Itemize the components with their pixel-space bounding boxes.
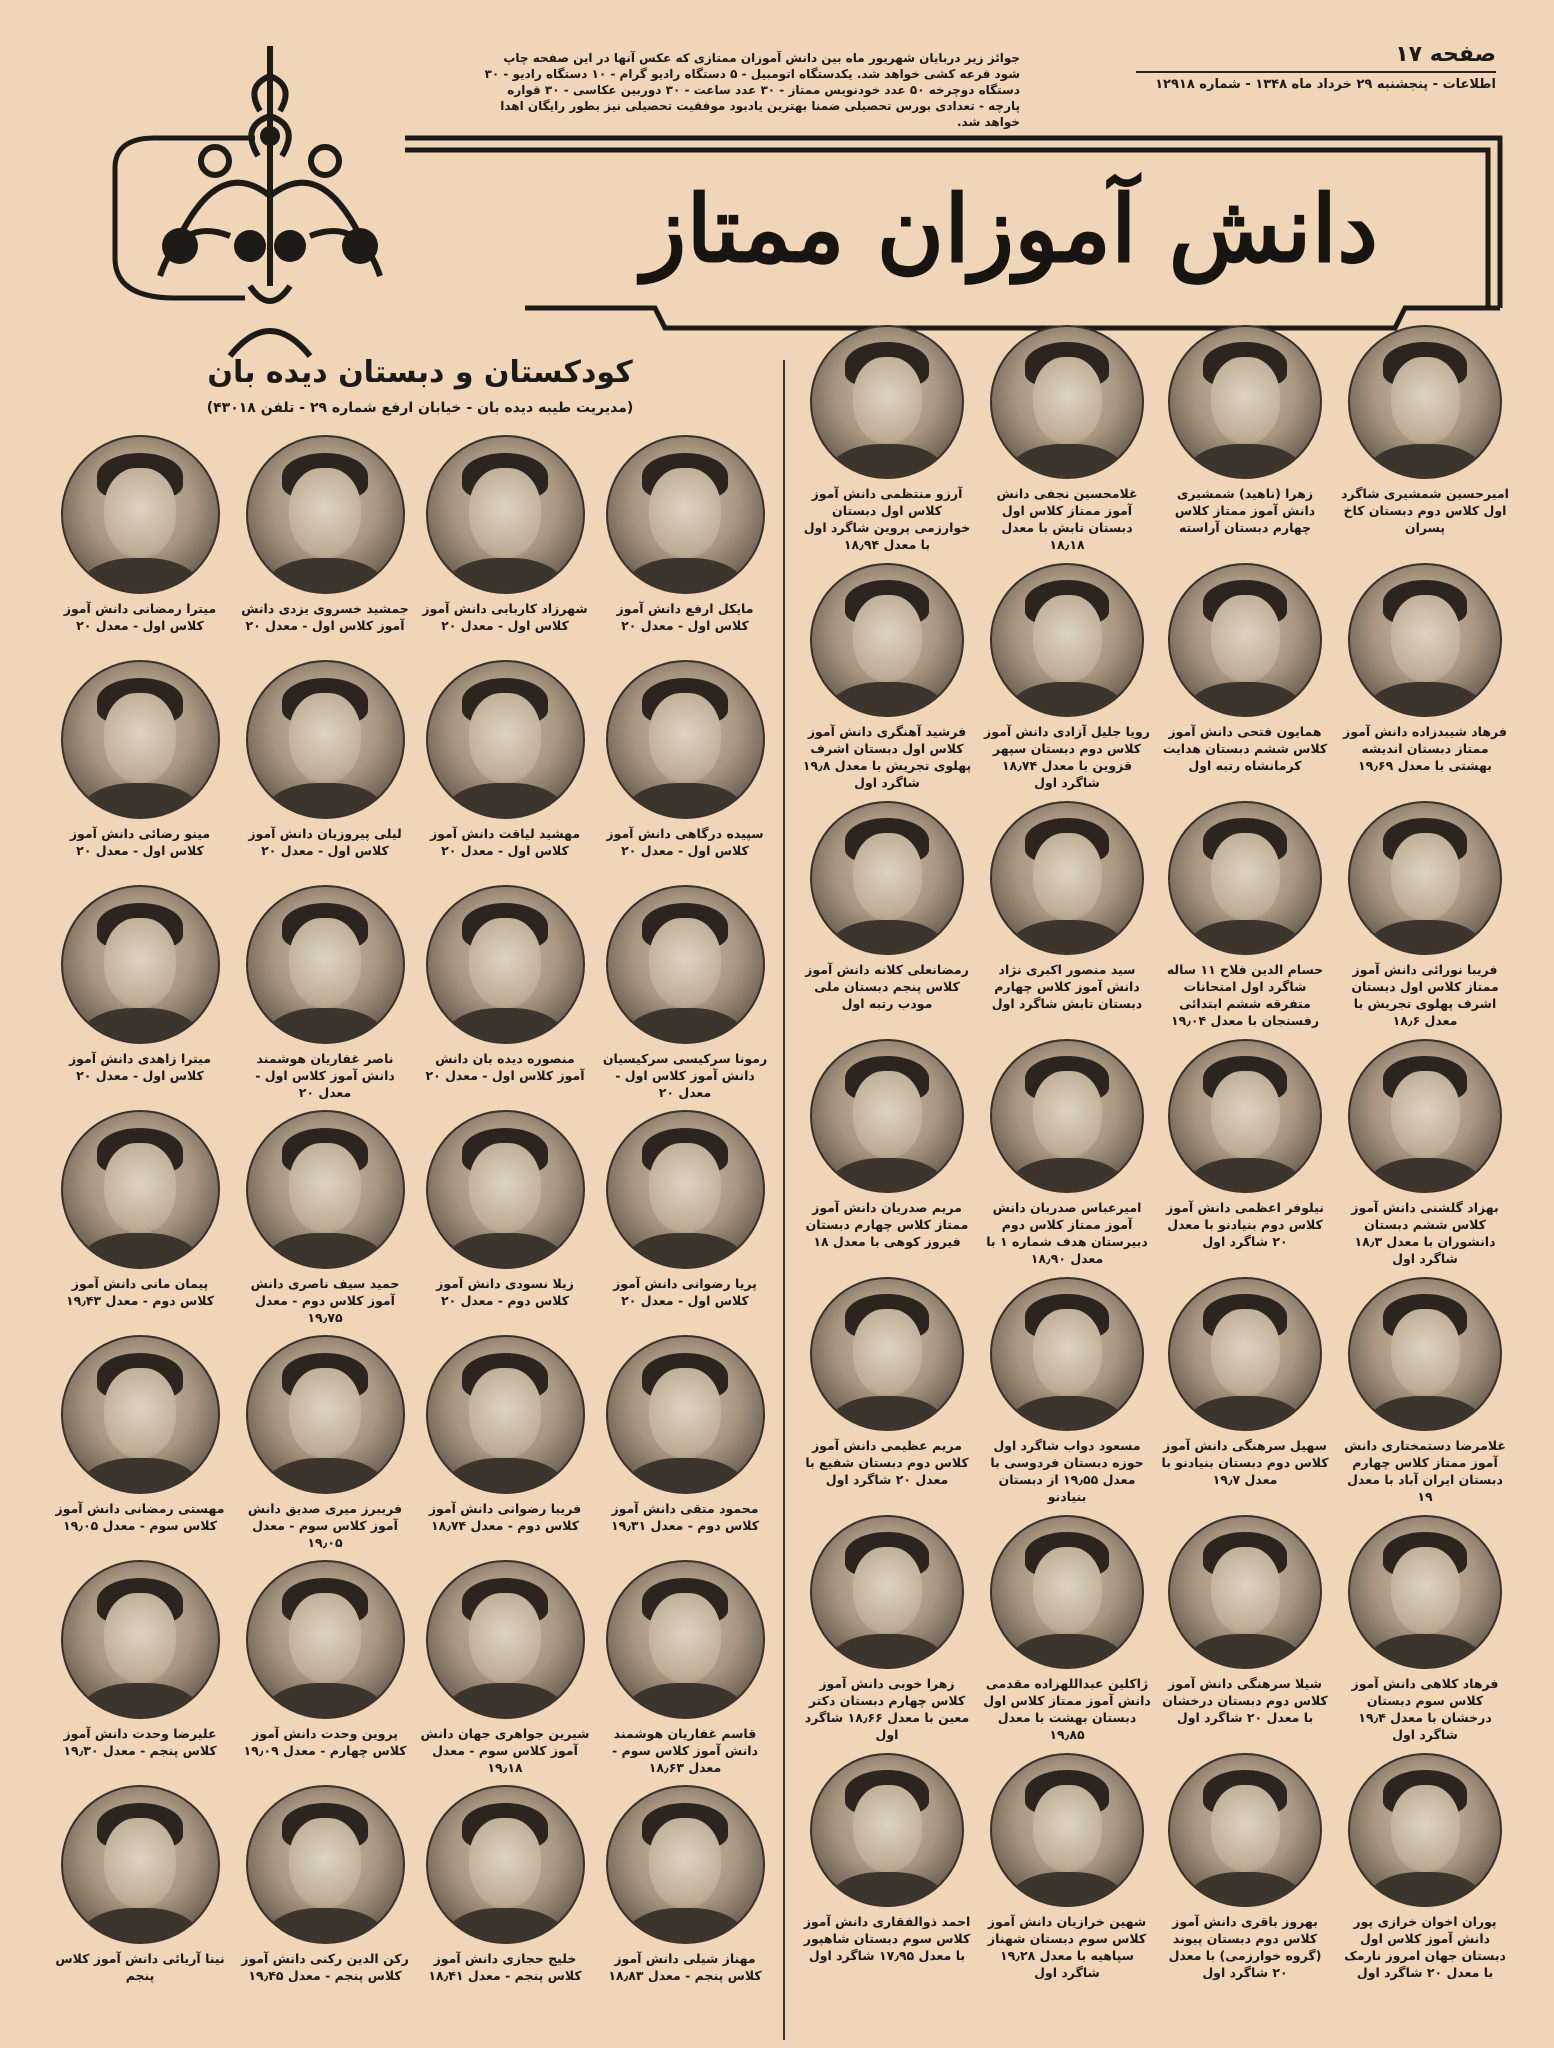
student-caption: میترا رمضانی دانش آموز کلاس اول - معدل ۲۰	[63, 601, 217, 633]
student-card	[1340, 563, 1510, 774]
portrait-face	[853, 1071, 922, 1158]
portrait-body	[830, 444, 944, 479]
portrait-body	[81, 1458, 199, 1494]
student-photo	[990, 1277, 1144, 1431]
student-photo	[426, 660, 585, 819]
student-photo	[246, 1335, 405, 1494]
student-caption: ناصر غفاریان هوشمند دانش آموز کلاس اول - معدل ۲۰	[255, 1051, 395, 1100]
portrait-body	[1368, 1634, 1482, 1669]
student-photo	[1348, 1515, 1502, 1669]
portrait-body	[1188, 1872, 1302, 1907]
student-photo	[1168, 325, 1322, 479]
student-card	[982, 325, 1152, 553]
student-card	[600, 435, 770, 634]
student-card	[982, 1515, 1152, 1743]
student-card	[420, 1785, 590, 1984]
school-address: (مدیریت طیبه دیده بان - خیابان ارفع شماره ۲۹ - تلفن ۴۳۰۱۸)	[206, 400, 634, 416]
portrait-face	[1033, 833, 1102, 920]
portrait-body	[1188, 1634, 1302, 1669]
student-caption: حسام الدین فلاح ۱۱ ساله شاگرد اول امتحانات متفرقه ششم ابتدائی رفسنجان با معدل ۱۹٫۰۴	[1166, 962, 1324, 1028]
student-photo	[606, 885, 765, 1044]
student-photo	[606, 1785, 765, 1944]
portrait-face	[1033, 1309, 1102, 1396]
student-caption: امیرحسین شمشیری شاگرد اول کلاس دوم دبستان کاخ پسران	[1341, 486, 1509, 535]
student-photo	[990, 1515, 1144, 1669]
banner	[105, 128, 1510, 356]
portrait-body	[446, 783, 564, 819]
portrait-face	[469, 918, 540, 1008]
student-card	[1340, 1277, 1510, 1505]
student-card	[420, 1110, 590, 1309]
student-card	[240, 660, 410, 859]
student-photo	[1168, 563, 1322, 717]
student-card	[802, 1277, 972, 1488]
student-photo	[606, 660, 765, 819]
student-card	[600, 660, 770, 859]
student-card	[982, 1277, 1152, 1505]
portrait-body	[81, 1233, 199, 1269]
student-photo	[246, 1785, 405, 1944]
student-card	[1160, 1277, 1330, 1488]
student-card	[1340, 1753, 1510, 1981]
student-caption: شیرین جواهری جهان دانش آموز کلاس سوم - معدل ۱۹٫۱۸	[420, 1726, 590, 1775]
student-photo	[810, 1753, 964, 1907]
student-caption: سهیل سرهنگی دانش آموز کلاس دوم دبستان بنیادنو با معدل ۱۹٫۷	[1161, 1438, 1329, 1487]
student-photo	[1168, 1515, 1322, 1669]
portrait-face	[1211, 833, 1280, 920]
portrait-body	[1010, 1634, 1124, 1669]
student-card	[600, 1335, 770, 1534]
student-card	[55, 885, 225, 1084]
portrait-face	[853, 357, 922, 444]
student-caption: پوران اخوان خرازی پور دانش آموز کلاس اول دبستان جهان امروز نارمک با معدل ۲۰ شاگرد اول	[1344, 1914, 1506, 1980]
portrait-body	[1368, 1872, 1482, 1907]
portrait-body	[446, 1908, 564, 1944]
student-caption: فریبرز میری صدیق دانش آموز کلاس سوم - معدل ۱۹٫۰۵	[247, 1501, 403, 1550]
portrait-body	[626, 1008, 744, 1044]
student-caption: مهشید لیاقت دانش آموز کلاس اول - معدل ۲۰	[429, 826, 581, 858]
portrait-face	[104, 1818, 175, 1908]
portrait-face	[289, 918, 360, 1008]
student-photo	[810, 1039, 964, 1193]
portrait-body	[1010, 1872, 1124, 1907]
student-photo	[61, 1785, 220, 1944]
student-caption: مریم عظیمی دانش آموز کلاس دوم دبستان شفیع با معدل ۲۰ شاگرد اول	[805, 1438, 969, 1487]
portrait-face	[289, 1143, 360, 1233]
student-caption: علیرضا وحدت دانش آموز کلاس پنجم - معدل ۱۹٫۳۰	[63, 1726, 217, 1758]
portrait-face	[1391, 595, 1460, 682]
student-photo	[606, 1335, 765, 1494]
student-photo	[990, 801, 1144, 955]
prizes-notice: جوائز زیر دربایان شهریور ماه بین دانش آموزان ممتازی که عکس آنها در این صفحه چاپ شود قرعه کشی خواهد شد. یکدستگاه اتومبیل - ۵ دستگاه رادیو گرام - ۱۰ دستگاه رادیو - ۳۰ دستگاه دوچرخه ۵۰ عدد خودنویس ممتاز - ۳۰ عدد ساعت - ۳۰ دوربین عکاسی - ۳۰ قواره پارچه - تعدادی بورس تحصیلی ضمنا بهترین یادبود موفقیت تحصیلی نیز بطور رایگان اهدا خواهد شد.	[484, 51, 1020, 129]
student-card	[1340, 801, 1510, 1029]
student-photo	[246, 435, 405, 594]
student-card	[600, 885, 770, 1101]
portrait-body	[446, 558, 564, 594]
student-caption: مهناز شیلی دانش آموز کلاس پنجم - معدل ۱۸٫۸۳	[608, 1951, 762, 1983]
portrait-body	[1368, 920, 1482, 955]
portrait-face	[649, 1368, 720, 1458]
student-caption: سید منصور اکبری نژاد دانش آموز کلاس چهارم دبستان تابش شاگرد اول	[991, 962, 1143, 1011]
student-caption: امیرعباس صدریان دانش آموز ممتاز کلاس دوم دبیرستان هدف شماره ۱ با معدل ۱۸٫۹۰	[986, 1200, 1148, 1266]
student-photo	[246, 885, 405, 1044]
portrait-body	[266, 783, 384, 819]
student-card	[1160, 325, 1330, 536]
portrait-body	[446, 1458, 564, 1494]
student-card	[1160, 563, 1330, 774]
portrait-face	[104, 1143, 175, 1233]
portrait-body	[1188, 682, 1302, 717]
student-photo	[426, 885, 585, 1044]
portrait-body	[1188, 920, 1302, 955]
portrait-face	[1033, 357, 1102, 444]
page-number: صفحه ۱۷	[1395, 42, 1496, 67]
portrait-body	[81, 1683, 199, 1719]
portrait-body	[1010, 920, 1124, 955]
student-photo	[810, 1277, 964, 1431]
portrait-body	[1188, 1158, 1302, 1193]
portrait-face	[853, 1309, 922, 1396]
student-photo	[1348, 1277, 1502, 1431]
portrait-body	[81, 1008, 199, 1044]
student-card	[420, 435, 590, 634]
portrait-face	[469, 1593, 540, 1683]
portrait-face	[469, 468, 540, 558]
banner-title: دانش آموزان ممتاز	[641, 175, 1379, 283]
portrait-face	[469, 1143, 540, 1233]
student-photo	[61, 1335, 220, 1494]
portrait-face	[104, 693, 175, 783]
student-card	[420, 660, 590, 859]
student-caption: ژاکلین عبداللهزاده مقدمی دانش آموز ممتاز کلاس اول دبستان بهشت با معدل ۱۹٫۸۵	[983, 1676, 1151, 1742]
student-card	[600, 1110, 770, 1309]
portrait-face	[649, 693, 720, 783]
student-card	[420, 1560, 590, 1776]
student-caption: مهستی رمضانی دانش آموز کلاس سوم - معدل ۱۹٫۰۵	[55, 1501, 225, 1533]
portrait-body	[1010, 1396, 1124, 1431]
student-caption: فرشید آهنگری دانش آموز کلاس اول دبستان اشرف پهلوی تجریش با معدل ۱۹٫۸ شاگرد اول	[802, 724, 972, 790]
portrait-body	[626, 1908, 744, 1944]
portrait-body	[1188, 1396, 1302, 1431]
student-caption: خلیج حجازی دانش آموز کلاس پنجم - معدل ۱۸٫۴۱	[428, 1951, 582, 1983]
student-caption: رویا جلیل آزادی دانش آموز کلاس دوم دبستان سپهر قزوین با معدل ۱۸٫۷۴ شاگرد اول	[984, 724, 1150, 790]
student-photo	[426, 435, 585, 594]
portrait-body	[830, 1158, 944, 1193]
student-card	[802, 801, 972, 1012]
student-photo	[1168, 801, 1322, 955]
portrait-body	[626, 1683, 744, 1719]
student-caption: آرزو منتظمی دانش آموز کلاس اول دبستان خوارزمی پروین شاگرد اول با معدل ۱۸٫۹۴	[803, 486, 971, 552]
portrait-face	[1391, 357, 1460, 444]
student-card	[982, 1039, 1152, 1267]
student-caption: غلامرضا دستمختاری دانش آموز ممتاز کلاس چهارم دبستان ایران آباد با معدل ۱۹	[1344, 1438, 1506, 1504]
student-caption: رکن الدین رکنی دانش آموز کلاس پنجم - معدل ۱۹٫۴۵	[241, 1951, 409, 1983]
portrait-body	[446, 1683, 564, 1719]
portrait-face	[289, 1368, 360, 1458]
portrait-face	[649, 1143, 720, 1233]
student-card	[802, 325, 972, 553]
portrait-body	[830, 1396, 944, 1431]
student-caption: منصوره دیده بان دانش آموز کلاس اول - معدل ۲۰	[425, 1051, 585, 1083]
student-photo	[246, 1110, 405, 1269]
student-photo	[1348, 563, 1502, 717]
student-caption: مینو رضائی دانش آموز کلاس اول - معدل ۲۰	[69, 826, 211, 858]
student-card	[55, 435, 225, 634]
student-card	[802, 1039, 972, 1250]
student-photo	[1168, 1039, 1322, 1193]
portrait-body	[81, 558, 199, 594]
student-card	[1160, 1515, 1330, 1726]
portrait-body	[1368, 444, 1482, 479]
portrait-face	[1391, 1309, 1460, 1396]
portrait-body	[266, 1683, 384, 1719]
student-card	[1160, 1753, 1330, 1981]
portrait-body	[1188, 444, 1302, 479]
student-card	[240, 885, 410, 1101]
student-photo	[1168, 1753, 1322, 1907]
portrait-body	[830, 920, 944, 955]
portrait-face	[1391, 1547, 1460, 1634]
student-card	[240, 1560, 410, 1759]
student-card	[1340, 1515, 1510, 1743]
page-header	[1136, 42, 1496, 92]
portrait-face	[649, 468, 720, 558]
student-caption: میترا زاهدی دانش آموز کلاس اول - معدل ۲۰	[68, 1051, 211, 1083]
student-caption: مایکل ارفع دانش آموز کلاس اول - معدل ۲۰	[616, 601, 754, 633]
student-card	[240, 435, 410, 634]
student-photo	[426, 1785, 585, 1944]
portrait-face	[469, 1368, 540, 1458]
portrait-face	[289, 1818, 360, 1908]
portrait-face	[1211, 1785, 1280, 1872]
student-card	[600, 1560, 770, 1776]
student-caption: حمید سیف ناصری دانش آموز کلاس دوم - معدل ۱۹٫۷۵	[250, 1276, 400, 1325]
student-photo	[426, 1560, 585, 1719]
student-photo	[1348, 801, 1502, 955]
portrait-body	[1010, 1158, 1124, 1193]
portrait-face	[289, 468, 360, 558]
student-photo	[61, 660, 220, 819]
student-photo	[61, 1560, 220, 1719]
portrait-face	[1391, 1785, 1460, 1872]
student-card	[55, 1110, 225, 1309]
student-photo	[61, 885, 220, 1044]
student-card	[1160, 801, 1330, 1029]
student-caption: فرهاد کلاهی دانش آموز کلاس سوم دبستان درخشان با معدل ۱۹٫۴ شاگرد اول	[1351, 1676, 1499, 1742]
student-photo	[426, 1110, 585, 1269]
portrait-face	[104, 1368, 175, 1458]
student-photo	[246, 1560, 405, 1719]
student-caption: پروین وحدت دانش آموز کلاس چهارم - معدل ۱۹٫۰۹	[243, 1726, 407, 1758]
portrait-body	[81, 783, 199, 819]
portrait-body	[266, 1458, 384, 1494]
student-card	[55, 1785, 225, 1984]
student-card	[802, 563, 972, 791]
portrait-body	[266, 558, 384, 594]
student-caption: قاسم غفاریان هوشمند دانش آموز کلاس سوم - معدل ۱۸٫۶۳	[611, 1726, 758, 1775]
student-caption: جمشید خسروی یزدی دانش آموز کلاس اول - معدل ۲۰	[241, 601, 409, 633]
student-caption: غلامحسین نجفی دانش آموز ممتاز کلاس اول دبستان تابش با معدل ۱۸٫۱۸	[996, 486, 1138, 552]
student-caption: بهزاد گلشنی دانش آموز کلاس ششم دبستان دانشوران با معدل ۱۸٫۳ شاگرد اول	[1351, 1200, 1499, 1266]
student-card	[1160, 1039, 1330, 1250]
student-caption: رمونا سرکیسی سرکیسیان دانش آموز کلاس اول - معدل ۲۰	[602, 1051, 768, 1100]
portrait-body	[830, 1872, 944, 1907]
portrait-body	[266, 1908, 384, 1944]
portrait-face	[104, 1593, 175, 1683]
student-photo	[61, 1110, 220, 1269]
column-divider	[783, 360, 785, 2040]
student-photo	[810, 325, 964, 479]
student-photo	[1348, 325, 1502, 479]
student-caption: شهین خرازیان دانش آموز کلاس سوم دبستان شهناز سپاهیه با معدل ۱۹٫۲۸ شاگرد اول	[987, 1914, 1147, 1980]
portrait-body	[1368, 682, 1482, 717]
student-caption: پیمان مانی دانش آموز کلاس دوم - معدل ۱۹٫۴۳	[66, 1276, 214, 1308]
portrait-face	[1033, 595, 1102, 682]
student-caption: نینا آریائی دانش آموز کلاس پنجم	[55, 1951, 225, 1983]
portrait-body	[446, 1008, 564, 1044]
student-caption: احمد ذوالفقاری دانش آموز کلاس سوم دبستان شاهپور با معدل ۱۷٫۹۵ شاگرد اول	[803, 1914, 971, 1963]
issue-line: اطلاعات - پنجشنبه ۲۹ خرداد ماه ۱۳۴۸ - شماره ۱۲۹۱۸	[1136, 71, 1496, 92]
student-caption: بهروز باقری دانش آموز کلاس دوم دبستان پیوند (گروه خوارزمی) با معدل ۲۰ شاگرد اول	[1168, 1914, 1322, 1980]
portrait-face	[1033, 1547, 1102, 1634]
student-caption: رمضانعلی کلانه دانش آموز کلاس پنجم دبستان ملی مودب رتبه اول	[805, 962, 969, 1011]
student-caption: همایون فتحی دانش آموز کلاس ششم دبستان هدایت کرمانشاه رتبه اول	[1162, 724, 1328, 773]
student-caption: سپیده درگاهی دانش آموز کلاس اول - معدل ۲۰	[606, 826, 764, 858]
portrait-body	[1368, 1158, 1482, 1193]
student-photo	[990, 1753, 1144, 1907]
portrait-face	[289, 693, 360, 783]
student-card	[55, 1335, 225, 1534]
portrait-face	[853, 595, 922, 682]
portrait-body	[626, 1233, 744, 1269]
student-photo	[606, 1560, 765, 1719]
student-caption: پریا رضوانی دانش آموز کلاس اول - معدل ۲۰	[613, 1276, 757, 1308]
portrait-face	[649, 1818, 720, 1908]
student-photo	[990, 563, 1144, 717]
student-caption: فریبا نورائی دانش آموز ممتاز کلاس اول دبستان اشرف پهلوی تجریش با معدل ۱۸٫۶	[1351, 962, 1499, 1028]
student-card	[982, 563, 1152, 791]
student-caption: زهرا خوبی دانش آموز کلاس چهارم دبستان دکتر معین با معدل ۱۸٫۶۶ شاگرد اول	[804, 1676, 970, 1742]
student-card	[240, 1335, 410, 1551]
portrait-face	[853, 1547, 922, 1634]
student-card	[240, 1785, 410, 1984]
portrait-body	[1010, 444, 1124, 479]
student-card	[1340, 1039, 1510, 1267]
student-photo	[246, 660, 405, 819]
portrait-body	[446, 1233, 564, 1269]
portrait-body	[81, 1908, 199, 1944]
portrait-face	[1211, 1547, 1280, 1634]
portrait-body	[626, 783, 744, 819]
portrait-body	[1368, 1396, 1482, 1431]
student-card	[55, 1560, 225, 1759]
portrait-face	[289, 1593, 360, 1683]
student-caption: محمود متقی دانش آموز کلاس دوم - معدل ۱۹٫۳۱	[611, 1501, 759, 1533]
portrait-face	[469, 1818, 540, 1908]
portrait-face	[649, 1593, 720, 1683]
student-caption: مسعود دواب شاگرد اول حوزه دبستان فردوسی با معدل ۱۹٫۵۵ از دبستان بنیادنو	[990, 1438, 1144, 1504]
portrait-face	[1211, 1071, 1280, 1158]
portrait-face	[1391, 1071, 1460, 1158]
student-photo	[810, 801, 964, 955]
portrait-face	[649, 918, 720, 1008]
portrait-face	[853, 833, 922, 920]
student-photo	[810, 563, 964, 717]
portrait-face	[104, 468, 175, 558]
portrait-face	[1033, 1071, 1102, 1158]
portrait-body	[830, 1634, 944, 1669]
portrait-body	[266, 1233, 384, 1269]
student-caption: فرهاد شیبدزاده دانش آموز ممتاز دبستان اندیشه بهشتی با معدل ۱۹٫۶۹	[1343, 724, 1507, 773]
portrait-face	[1211, 1309, 1280, 1396]
student-photo	[1348, 1753, 1502, 1907]
portrait-body	[266, 1008, 384, 1044]
portrait-body	[626, 1458, 744, 1494]
student-card	[802, 1753, 972, 1964]
student-card	[600, 1785, 770, 1984]
student-photo	[606, 435, 765, 594]
student-photo	[426, 1335, 585, 1494]
student-photo	[1348, 1039, 1502, 1193]
student-caption: فریبا رضوانی دانش آموز کلاس دوم - معدل ۱۸٫۷۴	[428, 1501, 582, 1533]
student-photo	[61, 435, 220, 594]
student-caption: زیلا نسودی دانش آموز کلاس دوم - معدل ۲۰	[436, 1276, 574, 1308]
portrait-face	[1211, 595, 1280, 682]
student-card	[802, 1515, 972, 1743]
portrait-face	[1391, 833, 1460, 920]
portrait-body	[626, 558, 744, 594]
portrait-body	[830, 682, 944, 717]
student-caption: نیلوفر اعظمی دانش آموز کلاس دوم بنیادنو با معدل ۲۰ شاگرد اول	[1166, 1200, 1324, 1249]
portrait-face	[853, 1785, 922, 1872]
student-card	[55, 660, 225, 859]
student-caption: لیلی پیروزیان دانش آموز کلاس اول - معدل ۲۰	[248, 826, 402, 858]
portrait-body	[1010, 682, 1124, 717]
student-card	[420, 885, 590, 1084]
student-photo	[990, 1039, 1144, 1193]
student-caption: شهرزاد کاربابی دانش آموز کلاس اول - معدل ۲۰	[422, 601, 588, 633]
portrait-face	[1211, 357, 1280, 444]
student-photo	[606, 1110, 765, 1269]
student-caption: زهرا (ناهید) شمشیری دانش آموز ممتاز کلاس چهارم دبستان آراسته	[1174, 486, 1316, 535]
student-photo	[990, 325, 1144, 479]
student-caption: مریم صدریان دانش آموز ممتاز کلاس چهارم دبستان فیروز کوهی با معدل ۱۸	[805, 1200, 969, 1249]
portrait-face	[104, 918, 175, 1008]
student-photo	[1168, 1277, 1322, 1431]
student-caption: شیلا سرهنگی دانش آموز کلاس دوم دبستان درخشان با معدل ۲۰ شاگرد اول	[1162, 1676, 1328, 1725]
portrait-face	[469, 693, 540, 783]
school-title: کودکستان و دبستان دیده بان	[207, 355, 633, 390]
portrait-face	[1033, 1785, 1102, 1872]
student-card	[982, 801, 1152, 1012]
student-photo	[810, 1515, 964, 1669]
student-card	[240, 1110, 410, 1326]
student-card	[982, 1753, 1152, 1981]
student-card	[1340, 325, 1510, 536]
student-card	[420, 1335, 590, 1534]
